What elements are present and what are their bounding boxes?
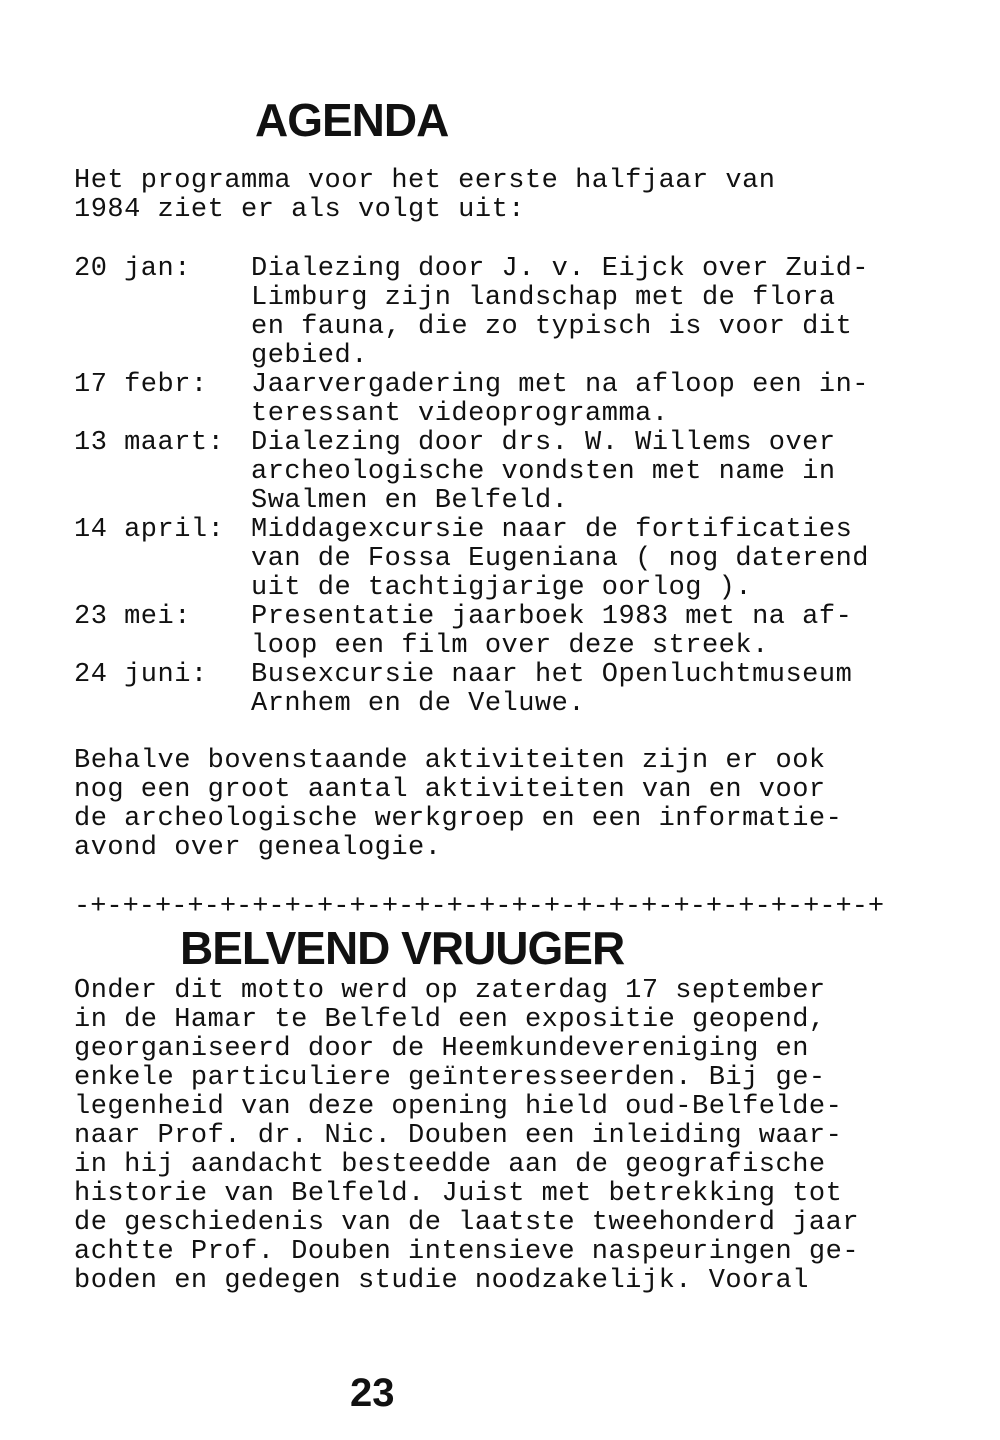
- agenda-intro: Het programma voor het eerste halfjaar van 1984 ziet er als volgt uit:: [74, 166, 776, 225]
- article-body: Onder dit motto werd op zaterdag 17 september in de Hamar te Belfeld een expositie geopend, georganiseerd door de Heemkundevereniging en enkele particuliere geïnteresseerden. Bij ge- legenheid van deze opening hield oud-Belfelde- naar Prof. dr. Nic. Douben een inleiding waar- in hij aandacht besteedde aan de geografische historie van Belfeld. Juist met betrekking tot de geschiedenis van de laatste tweehonderd jaar achtte Prof. Douben intensieve naspeuringen ge- boden en gedegen studie noodzakelijk. Vooral: [74, 976, 860, 1296]
- agenda-event: [74, 516, 954, 603]
- article-heading: BELVEND VRUUGER: [180, 922, 625, 974]
- agenda-event-list: [74, 255, 954, 719]
- agenda-event: [74, 603, 954, 661]
- section-separator: -+-+-+-+-+-+-+-+-+-+-+-+-+-+-+-+-+-+-+-+-+-+-+-+-+: [74, 892, 885, 922]
- agenda-heading: AGENDA: [255, 94, 449, 146]
- event-description: Busexcursie naar het Openluchtmuseum Arnhem en de Veluwe.: [251, 660, 853, 719]
- event-date: 20 jan:: [74, 254, 191, 284]
- page-number: 23: [350, 1371, 395, 1415]
- agenda-event: [74, 255, 954, 371]
- event-date: 23 mei:: [74, 602, 191, 632]
- event-date: 13 maart:: [74, 428, 225, 458]
- event-description: Dialezing door J. v. Eijck over Zuid- Limburg zijn landschap met de flora en fauna, die zo typisch is voor dit gebied.: [251, 254, 869, 371]
- event-description: Dialezing door drs. W. Willems over archeologische vondsten met name in Swalmen en Belfeld.: [251, 428, 836, 516]
- agenda-event: [74, 661, 954, 719]
- agenda-event: [74, 429, 954, 516]
- event-description: Presentatie jaarboek 1983 met na af- loop een film over deze streek.: [251, 602, 853, 661]
- event-date: 17 febr:: [74, 370, 208, 400]
- agenda-event: [74, 371, 954, 429]
- event-description: Middagexcursie naar de fortificaties van de Fossa Eugeniana ( nog daterend uit de tachtigjarige oorlog ).: [251, 515, 869, 603]
- event-date: 24 juni:: [74, 660, 208, 690]
- event-description: Jaarvergadering met na afloop een in- teressant videoprogramma.: [251, 370, 869, 429]
- event-date: 14 april:: [74, 515, 225, 545]
- agenda-closing-paragraph: Behalve bovenstaande aktiviteiten zijn er ook nog een groot aantal aktiviteiten van en voor de archeologische werkgroep en een informatie- avond over genealogie.: [74, 746, 843, 863]
